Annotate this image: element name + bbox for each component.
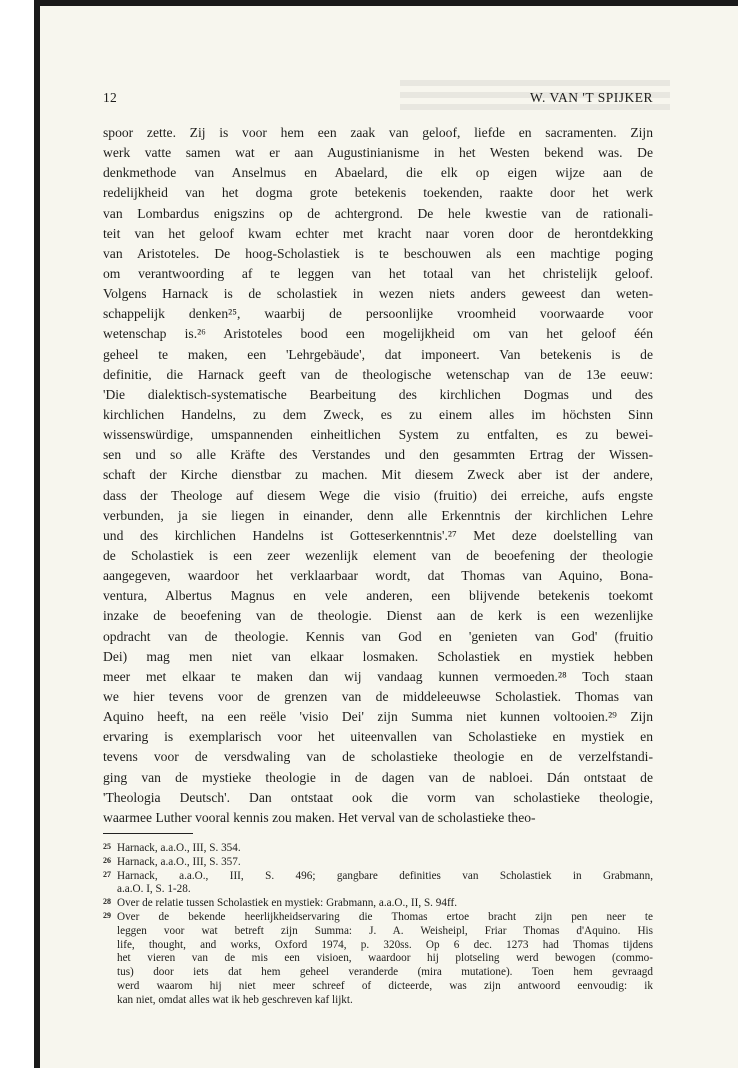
footnote	[103, 842, 653, 856]
body-line: ventura, Albertus Magnus en vele anderen, een blijvende betekenis toekomt	[103, 588, 653, 604]
footnote-line: het vieren van de mis een visioen, waardoor hij plotseling werd bewogen (commo-	[117, 952, 653, 965]
footnote-marker: 25	[103, 842, 111, 851]
body-line: aangegeven, waardoor het verklaarbaar wordt, dat Thomas van Aquino, Bona-	[103, 568, 653, 584]
body-line: werk vatte samen wat er aan Augustinianisme in het Westen bekend was. De	[103, 145, 653, 161]
body-line: redelijkheid van het dogma grote betekenis toekenden, raakte door het werk	[103, 185, 653, 201]
body-line: wissenswürdige, umspannenden einheitlichen System zu entfalten, es zu bewei-	[103, 427, 653, 443]
page-number: 12	[103, 90, 117, 105]
footnote-separator	[103, 833, 193, 834]
body-line: Aquino heeft, na een reële 'visio Dei' zijn Summa niet kunnen voltooien.²⁹ Zijn	[103, 709, 653, 725]
footnote-line: Over de relatie tussen Scholastiek en mystiek: Grabmann, a.a.O., II, S. 94ff.	[117, 897, 457, 910]
body-line: verbunden, ja sie liegen in einander, denn alle Erkenntnis der kirchlichen Lehre	[103, 507, 653, 523]
footnote-line: Harnack, a.a.O., III, S. 354.	[117, 842, 241, 854]
body-line: 'Theologia Deutsch'. Dan ontstaat ook die vorm van scholastieke theologie,	[103, 789, 653, 805]
body-line: van Lombardus enigszins op de achtergrond. De hele kwestie van de rationali-	[103, 205, 653, 221]
body-line: van Aristoteles. De hoog-Scholastiek is te beschouwen als een machtige poging	[103, 245, 653, 261]
body-line: kirchlichen Handelns, zu dem Zweck, es zu einem alles im höchsten Sinn	[103, 406, 653, 422]
body-line: ervaring is exemplarisch voor het uiteenvallen van Scholastieke en mystiek en	[103, 729, 653, 745]
running-head	[103, 90, 653, 108]
footnote-line: leggen voor wat betreft zijn Summa: J. A. Weisheipl, Friar Thomas d'Aquino. His	[117, 924, 653, 937]
body-line: meer met elkaar te maken dan wij vandaag kunnen vermoeden.²⁸ Toch staan	[103, 668, 653, 684]
footnotes	[103, 842, 653, 1008]
footnote	[103, 870, 653, 898]
footnote-line: kan niet, omdat alles wat ik heb geschreven kaf lijkt.	[117, 993, 353, 1006]
body-line: dass der Theologe auf diesem Wege die visio (fruitio) dei erreiche, aufs engste	[103, 487, 653, 503]
body-line: definitie, die Harnack geeft van de theologische wetenschap van de 13e eeuw:	[103, 366, 653, 382]
footnote-marker: 26	[103, 855, 111, 865]
body-line: de Scholastiek is een zeer wezenlijk element van de beoefening der theologie	[103, 547, 653, 563]
body-line: Dei) mag men niet van elkaar losmaken. Scholastiek en mystiek hebben	[103, 648, 653, 664]
body-line: inzake de beoefening van de theologie. Dienst aan de kerk is een wezenlijke	[103, 608, 653, 624]
body-line: we hier tevens voor de grenzen van de middeleeuwse Scholastiek. Thomas van	[103, 688, 653, 704]
footnote	[103, 897, 653, 911]
running-author: W. VAN 'T SPIJKER	[530, 90, 653, 105]
footnote-marker: 27	[103, 869, 111, 879]
footnote-line: werd waarom hij niet meer schreef of dicteerde, was zijn antwoord eenvoudig: ik	[117, 979, 653, 992]
body-line: teit van het geloof kwam echter met kracht naar voren door de herontdekking	[103, 225, 653, 241]
body-line: schaft der Kirche dienstbar zu machen. Mit diesem Zweck aber ist der andere,	[103, 467, 653, 483]
footnote-line: Harnack, a.a.O., III, S. 496; gangbare definities van Scholastiek in Grabmann,	[117, 869, 653, 882]
body-text	[103, 123, 653, 828]
body-line: geheel te maken, een 'Lehrgebäude', dat imponeert. Van betekenis is de	[103, 346, 653, 362]
footnote-marker: 29	[103, 910, 111, 920]
body-line: sen und so alle Kräfte des Verstandes und den gesammten Ertrag der Wissen-	[103, 447, 653, 463]
body-line: Volgens Harnack is de scholastiek in wezen niets anders geweest dan weten-	[103, 286, 653, 302]
body-line: wetenschap is.²⁶ Aristoteles bood een mogelijkheid om van het geloof één	[103, 326, 653, 342]
body-line: 'Die dialektisch-systematische Bearbeitung des kirchlichen Dogmas und des	[103, 386, 653, 402]
footnote-line: a.a.O. I, S. 1-28.	[117, 883, 191, 896]
footnote-line: Harnack, a.a.O., III, S. 357.	[117, 855, 241, 868]
footnote-marker: 28	[103, 897, 111, 907]
body-line: spoor zette. Zij is voor hem een zaak van geloof, liefde en sacramenten. Zijn	[103, 125, 653, 140]
footnote-line: life, thought, and works, Oxford 1974, p. 320ss. Op 6 dec. 1273 had Thomas tijdens	[117, 938, 653, 951]
body-line: tevens voor de versdwaling van de scholastieke theologie en de verzelfstandi-	[103, 749, 653, 765]
body-line: schappelijk denken²⁵, waarbij de persoonlijke vroomheid voorwaarde voor	[103, 306, 653, 322]
footnote-line: tus) door iets dat hem geheel veranderde (mira mutatione). Toen hem gevraagd	[117, 966, 653, 979]
footnote	[103, 911, 653, 1008]
body-line: opdracht van de theologie. Kennis van God en 'genieten van God' (fruitio	[103, 628, 653, 644]
body-line: und des kirchlichen Handelns ist Gotteserkenntnis'.²⁷ Met deze doelstelling van	[103, 527, 653, 543]
body-line: om verantwoording af te leggen van het totaal van het christelijk geloof.	[103, 265, 653, 281]
footnote-line: Over de bekende heerlijkheidservaring die Thomas ertoe bracht zijn pen neer te	[117, 910, 653, 923]
body-line: denkmethode van Anselmus en Abaelard, die elk op eigen wijze aan de	[103, 165, 653, 181]
footnote	[103, 856, 653, 870]
body-line: ging van de mystieke theologie in de dagen van de nabloei. Dán ontstaat de	[103, 769, 653, 785]
body-line: waarmee Luther vooral kennis zou maken. Het verval van de scholastieke theo-	[103, 809, 536, 825]
